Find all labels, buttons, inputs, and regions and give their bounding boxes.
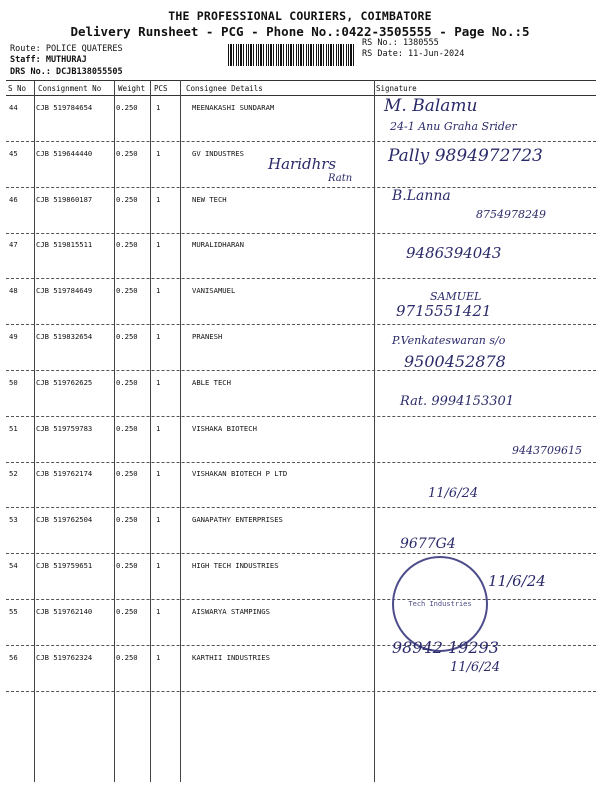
staff-label: Staff: MUTHURAJ — [10, 55, 87, 65]
row-pcs: 1 — [156, 606, 161, 616]
signature-48a: SAMUEL — [430, 290, 482, 303]
row-sno: 55 — [9, 606, 18, 616]
signature-52: 11/6/24 — [428, 486, 479, 501]
route-label: Route: POLICE QUATERES — [10, 44, 123, 54]
row-sno: 47 — [9, 240, 18, 250]
row-weight: 0.250 — [116, 148, 138, 158]
signature-53: 9677G4 — [400, 536, 456, 552]
row-sno: 56 — [9, 652, 18, 662]
col-sno: S No — [8, 84, 27, 93]
row-consignee: GANAPATHY ENTERPRISES — [192, 515, 283, 525]
row-sno: 54 — [9, 561, 18, 570]
table-row — [6, 326, 596, 371]
row-consignment: CJB 519759651 — [36, 561, 93, 570]
table-row — [6, 463, 596, 508]
row-pcs: 1 — [156, 515, 161, 525]
signature-48b: 9715551421 — [396, 302, 492, 320]
row-weight: 0.250 — [116, 194, 138, 204]
row-sno: 45 — [9, 148, 18, 158]
row-pcs: 1 — [156, 103, 161, 112]
row-weight: 0.250 — [116, 377, 138, 387]
signature-45a: Pally 9894972723 — [388, 146, 543, 166]
signature-49b: 9500452878 — [404, 352, 506, 371]
col-consignee: Consignee Details — [186, 84, 263, 93]
row-consignment: CJB 519762625 — [36, 377, 93, 387]
row-sno: 52 — [9, 469, 18, 479]
col-signature: Signature — [376, 84, 417, 93]
row-pcs: 1 — [156, 194, 161, 204]
signature-47: 9486394043 — [406, 244, 502, 262]
row-pcs: 1 — [156, 652, 161, 662]
row-sno: 49 — [9, 332, 18, 341]
row-weight: 0.250 — [116, 469, 138, 479]
table-header — [6, 80, 596, 96]
signature-56: 11/6/24 — [450, 660, 501, 675]
row-pcs: 1 — [156, 286, 161, 296]
row-consignment: CJB 519644440 — [36, 148, 93, 158]
barcode — [228, 44, 356, 66]
row-sno: 46 — [9, 194, 18, 204]
row-consignment: CJB 519784654 — [36, 103, 93, 112]
row-consignee: ABLE TECH — [192, 377, 231, 387]
row-weight: 0.250 — [116, 561, 138, 570]
stamp-text: Tech Industries — [408, 600, 472, 608]
row-consignee: MURALIDHARAN — [192, 240, 244, 250]
row-consignee: NEW TECH — [192, 194, 227, 204]
table-row — [6, 418, 596, 463]
row-weight: 0.250 — [116, 286, 138, 296]
row-consignment: CJB 519815511 — [36, 240, 93, 250]
signature-46b: 8754978249 — [476, 208, 546, 221]
row-consignee: AISWARYA STAMPINGS — [192, 606, 270, 616]
row-pcs: 1 — [156, 469, 161, 479]
row-consignment: CJB 519762504 — [36, 515, 93, 525]
signature-45c: Ratn — [328, 173, 353, 184]
row-pcs: 1 — [156, 148, 161, 158]
row-consignment: CJB 519860187 — [36, 194, 93, 204]
row-pcs: 1 — [156, 377, 161, 387]
row-sno: 44 — [9, 103, 18, 112]
runsheet-title: Delivery Runsheet - PCG - Phone No.:0422-3505555 - Page No.:5 — [70, 24, 530, 39]
signature-50: Rat. 9994153301 — [400, 394, 515, 409]
row-pcs: 1 — [156, 240, 161, 250]
row-sno: 53 — [9, 515, 18, 525]
row-pcs: 1 — [156, 332, 161, 341]
row-pcs: 1 — [156, 423, 161, 433]
row-consignment: CJB 519832654 — [36, 332, 93, 341]
signature-44b: 24-1 Anu Graha Srider — [390, 120, 517, 133]
signature-45b: Haridhrs — [268, 155, 337, 173]
row-weight: 0.250 — [116, 240, 138, 250]
company-title: THE PROFESSIONAL COURIERS, COIMBATORE — [168, 9, 432, 23]
drs-number: DRS No.: DCJB138055505 — [10, 67, 123, 77]
signature-55: 98942 19293 — [392, 638, 499, 657]
table-row — [6, 509, 596, 554]
signature-44a: M. Balamu — [384, 96, 478, 116]
signature-54: 11/6/24 — [488, 572, 546, 590]
row-pcs: 1 — [156, 561, 161, 570]
row-consignee: KARTHII INDUSTRIES — [192, 652, 270, 662]
row-sno: 48 — [9, 286, 18, 296]
row-consignment: CJB 519762324 — [36, 652, 93, 662]
table-row — [6, 601, 596, 646]
row-consignee: HIGH TECH INDUSTRIES — [192, 561, 279, 570]
row-separator — [6, 691, 596, 692]
signature-46a: B.Lanna — [392, 188, 451, 204]
row-weight: 0.250 — [116, 652, 138, 662]
row-weight: 0.250 — [116, 515, 138, 525]
row-consignment: CJB 519759783 — [36, 423, 93, 433]
row-weight: 0.250 — [116, 606, 138, 616]
col-consignment: Consignment No — [38, 84, 102, 93]
row-consignee: VISHAKAN BIOTECH P LTD — [192, 469, 288, 479]
row-weight: 0.250 — [116, 423, 138, 433]
row-consignment: CJB 519762140 — [36, 606, 93, 616]
table-row — [6, 234, 596, 279]
signature-49a: P.Venkateswaran s/o — [392, 334, 506, 347]
row-consignment: CJB 519784649 — [36, 286, 93, 296]
row-consignee: MEENAKASHI SUNDARAM — [192, 103, 275, 112]
row-sno: 51 — [9, 423, 18, 433]
row-consignee: GV INDUSTRES — [192, 148, 244, 158]
row-weight: 0.250 — [116, 103, 138, 112]
rs-date: RS Date: 11-Jun-2024 — [362, 49, 465, 59]
row-consignee: VANISAMUEL — [192, 286, 236, 296]
row-sno: 50 — [9, 377, 18, 387]
row-weight: 0.250 — [116, 332, 138, 341]
row-consignee: PRANESH — [192, 332, 223, 341]
table-row — [6, 280, 596, 325]
col-weight: Weight — [118, 84, 146, 93]
col-pcs: PCS — [154, 84, 168, 93]
rs-number: RS No.: 1380555 — [362, 38, 439, 48]
row-consignee: VISHAKA BIOTECH — [192, 423, 257, 433]
table-row — [6, 647, 596, 692]
row-consignment: CJB 519762174 — [36, 469, 93, 479]
signature-51: 9443709615 — [512, 444, 582, 457]
